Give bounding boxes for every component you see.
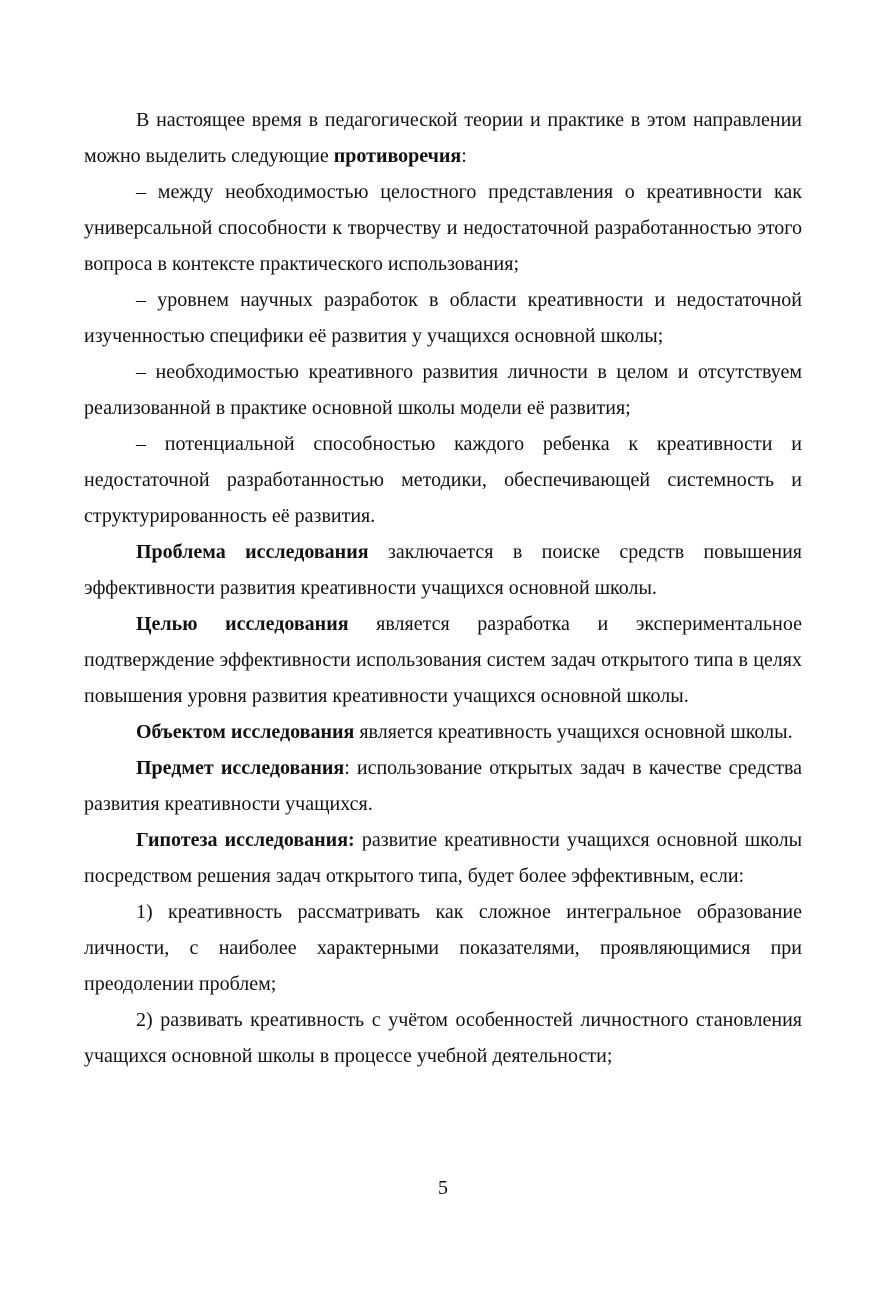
hypothesis-heading: Гипотеза исследования: [136,829,355,851]
intro-text: В настоящее время в педагогической теории и практике в этом направлении можно выделить следующие [84,109,802,167]
condition-item: 1) креативность рассматривать как сложное интегральное образование личности, с наиболее характерными показателями, проявляющимися при преодолении проблем; [84,901,802,995]
intro-paragraph [84,102,802,174]
object-text: является креативность учащихся основной школы. [354,721,793,743]
document-page [84,102,802,1074]
object-paragraph [84,714,802,750]
goal-heading: Целью исследования [136,613,349,635]
intro-colon: : [461,145,467,167]
goal-paragraph [84,606,802,714]
page-number: 5 [438,1177,448,1199]
contradiction-item: – потенциальной способностью каждого ребенка к креативности и недостаточной разработанностью методики, обеспечивающей системность и структурированность её развития. [84,433,802,527]
intro-bold-term: противоречия [333,145,462,167]
hypothesis-text: развитие креативности учащихся основной школы посредством решения задач открытого типа, будет более эффективным, если: [84,829,803,887]
contradiction-item: – уровнем научных разработок в области креативности и недостаточной изученностью специфики её развития у учащихся основной школы; [84,289,802,347]
goal-text: является разработка и экспериментальное подтверждение эффективности использования систем задач открытого типа в целях повышения уровня развития креативности учащихся основной школы. [84,613,802,707]
condition-item: 2) развивать креативность с учётом особенностей личностного становления учащихся основной школы в процессе учебной деятельности; [84,1009,802,1067]
contradiction-item: – необходимостью креативного развития личности в целом и отсутствуем реализованной в практике основной школы модели её развития; [84,361,802,419]
problem-heading: Проблема исследования [136,541,369,563]
contradiction-item: – между необходимостью целостного представления о креативности как универсальной способности к творчеству и недостаточной разработанностью этого вопроса в контексте практического использования; [84,181,802,275]
object-heading: Объектом исследования [136,721,355,743]
subject-text: : использование открытых задач в качестве средства развития креативности учащихся. [84,757,802,815]
hypothesis-paragraph [84,822,802,894]
problem-paragraph [84,534,802,606]
subject-heading: Предмет исследования [136,757,345,779]
problem-text: заключается в поиске средств повышения эффективности развития креативности учащихся основной школы. [84,541,802,599]
subject-paragraph [84,750,802,822]
